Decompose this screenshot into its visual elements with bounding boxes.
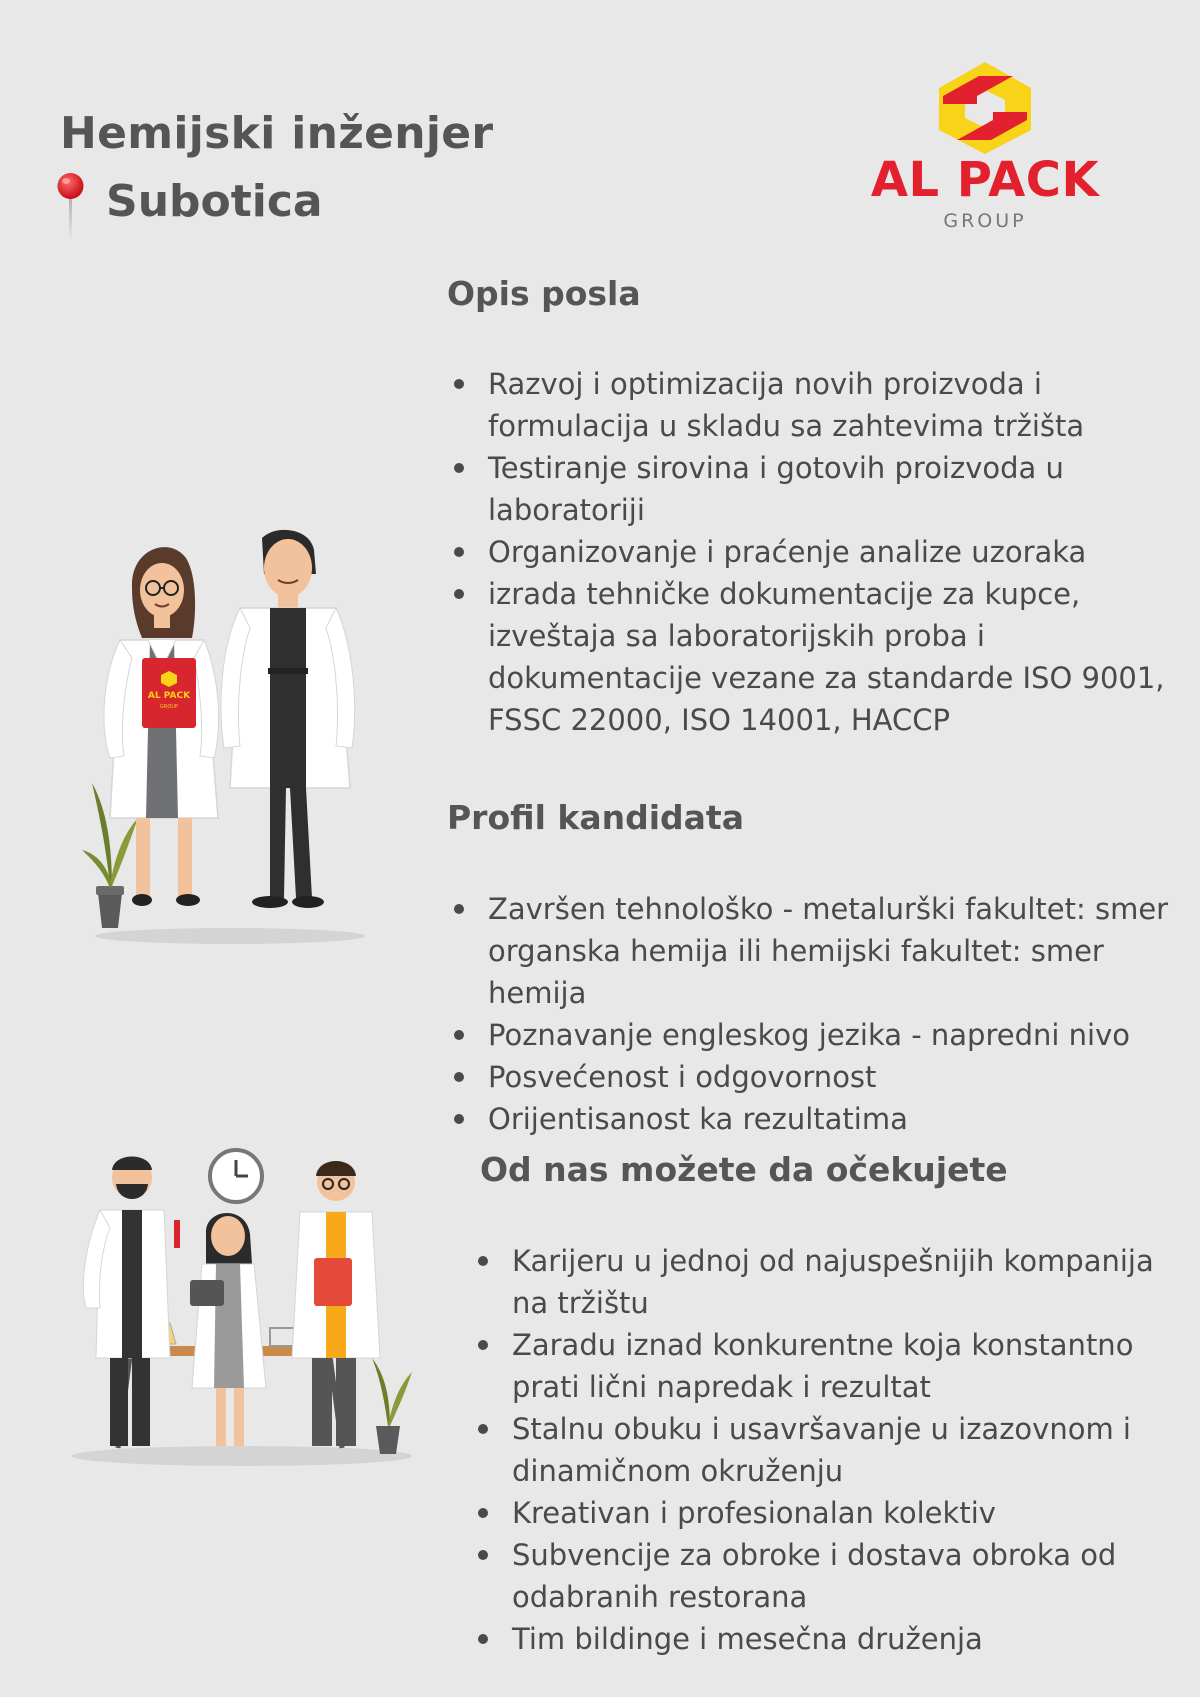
list-item: Orijentisanost ka rezultatima — [448, 1098, 1200, 1140]
profil-list — [448, 888, 1200, 1140]
list-item: Subvencije za obroke i dostava obroka od odabranih restorana — [472, 1534, 1192, 1618]
list-item: Karijeru u jednoj od najuspešnijih kompanija na tržištu — [472, 1240, 1192, 1324]
map-pin-icon — [56, 172, 86, 242]
list-item: Zaradu iznad konkurentne koja konstantno prati lični napredak i rezultat — [472, 1324, 1192, 1408]
folder-logo-text: AL PACK — [147, 691, 191, 701]
section-title-profil: Profil kandidata — [447, 798, 744, 837]
lab-team-illustration — [70, 1148, 415, 1468]
male-chemist — [221, 530, 355, 908]
al-pack-logo-mark — [933, 60, 1037, 156]
plant-icon — [372, 1358, 412, 1454]
list-item: Stalnu obuku i usavršavanje u izazovnom i dinamičnom okruženju — [472, 1408, 1192, 1492]
bearded-chemist — [83, 1157, 180, 1447]
list-item: izrada tehničke dokumentacije za kupce, izveštaja sa laboratorijskih proba i dokumentacije vezane za standarde ISO 9001, FSSC 22000, ISO 14001, HACCP — [448, 573, 1168, 741]
section-title-opis: Opis posla — [447, 274, 641, 313]
chemist-with-folder — [292, 1161, 380, 1446]
section-title-ocekivanja: Od nas možete da očekujete — [480, 1150, 1008, 1189]
list-item: Organizovanje i praćenje analize uzoraka — [448, 531, 1168, 573]
logo-subtitle: GROUP — [943, 210, 1027, 232]
company-logo — [840, 60, 1130, 240]
list-item: Kreativan i profesionalan kolektiv — [472, 1492, 1192, 1534]
location-text: Subotica — [106, 176, 323, 227]
list-item: Posvećenost i odgovornost — [448, 1056, 1200, 1098]
job-title: Hemijski inženjer — [60, 108, 494, 159]
logo-name: AL PACK — [870, 152, 1100, 208]
list-item: Poznavanje engleskog jezika - napredni nivo — [448, 1014, 1200, 1056]
female-chemist-tablet — [190, 1213, 266, 1446]
chemists-illustration — [80, 528, 380, 948]
list-item: Razvoj i optimizacija novih proizvoda i formulacija u skladu sa zahtevima tržišta — [448, 363, 1168, 447]
ocekivanja-list — [472, 1240, 1192, 1660]
opis-list — [448, 363, 1168, 741]
list-item: Tim bildinge i mesečna druženja — [472, 1618, 1192, 1660]
folder-logo-sub: GROUP — [160, 704, 178, 710]
clock-icon — [210, 1150, 262, 1202]
list-item: Testiranje sirovina i gotovih proizvoda u laboratoriji — [448, 447, 1168, 531]
list-item: Završen tehnološko - metalurški fakultet: smer organska hemija ili hemijski fakultet: smer hemija — [448, 888, 1200, 1014]
